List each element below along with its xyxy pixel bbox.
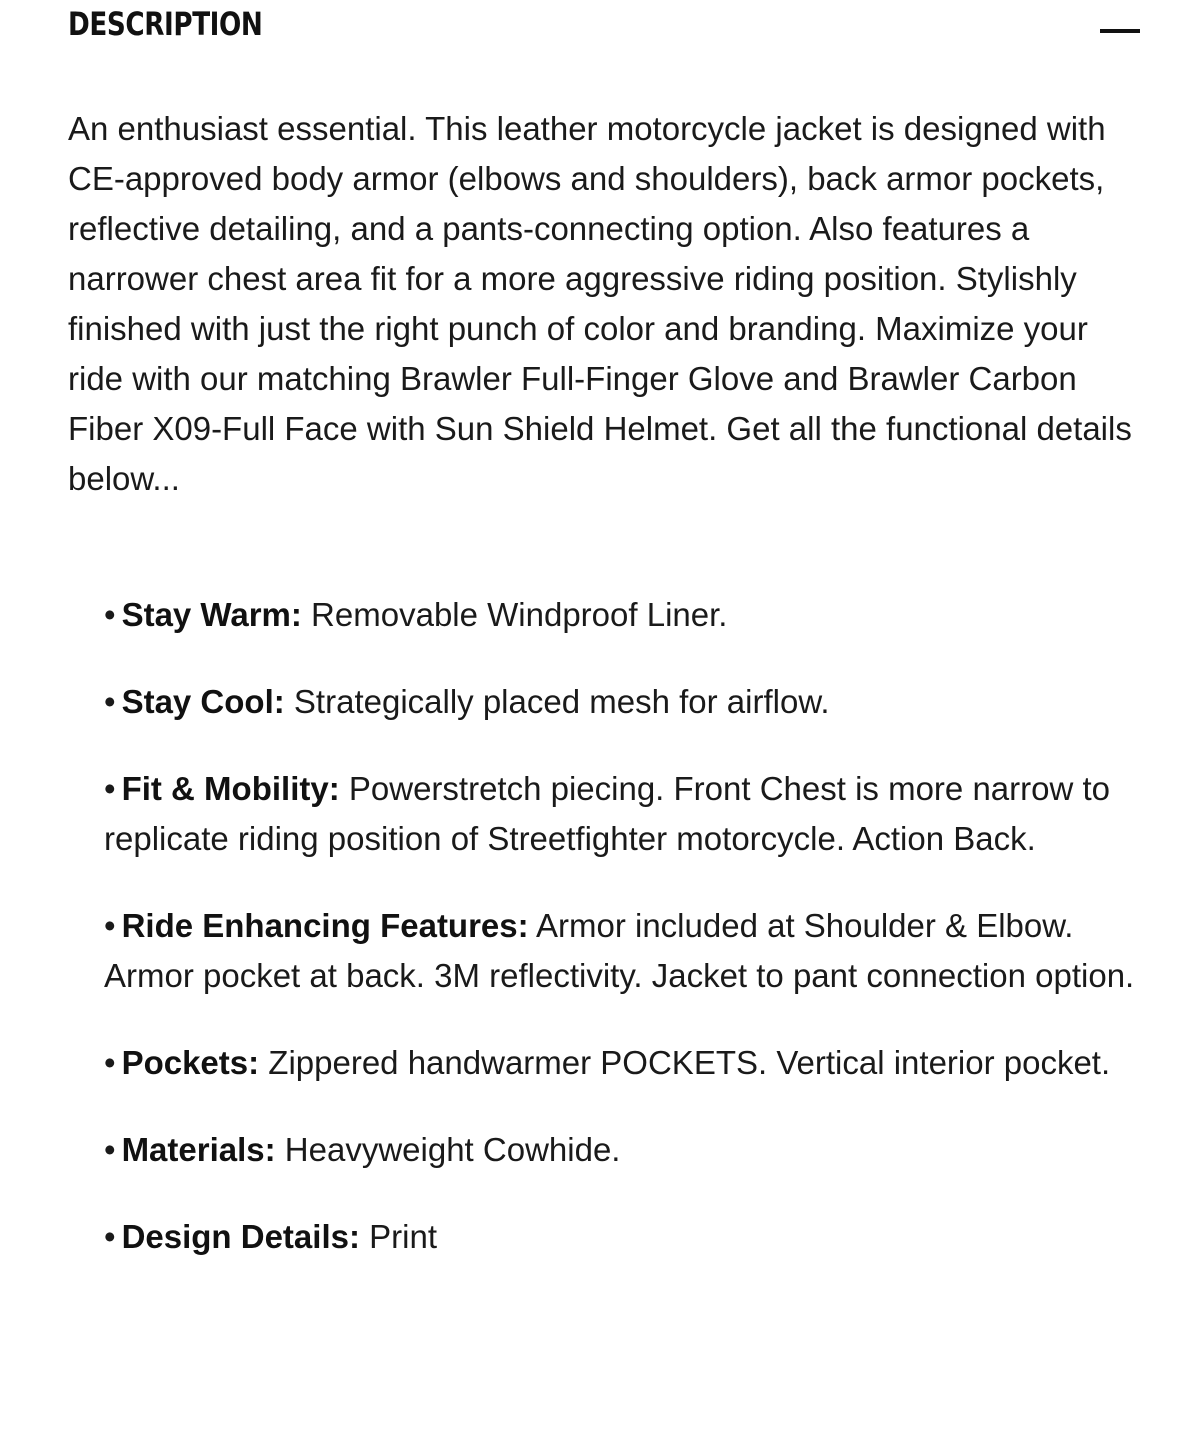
bullet: •: [104, 1218, 116, 1255]
bullet: •: [104, 1044, 116, 1081]
feature-label: Ride Enhancing Features:: [121, 907, 529, 944]
feature-item-stay-cool: [104, 677, 1144, 727]
minus-icon[interactable]: [1100, 29, 1140, 33]
feature-text: Armor included at Shoulder & Elbow. Armor pocket at back. 3M reflectivity. Jacket to pant connection option.: [104, 907, 1135, 994]
section-title: DESCRIPTION: [68, 5, 263, 43]
feature-item-materials: [104, 1125, 1144, 1175]
feature-item-stay-warm: [104, 590, 1144, 640]
feature-label: Pockets:: [121, 1044, 260, 1081]
feature-text: Strategically placed mesh for airflow.: [284, 683, 830, 720]
feature-list: [104, 590, 1144, 1299]
feature-text: Print: [359, 1218, 437, 1255]
feature-item-design-details: [104, 1212, 1144, 1262]
description-accordion-header[interactable]: [68, 0, 1140, 52]
description-intro: An enthusiast essential. This leather motorcycle jacket is designed with CE-approved body armor (elbows and shoulders), back armor pockets, reflective detailing, and a pants-connecting option. Also features a narrower chest area fit for a more aggressive riding position. Stylishly finished with just the right punch of color and branding. Maximize your ride with our matching Brawler Full-Finger Glove and Brawler Carbon Fiber X09-Full Face with Sun Shield Helmet. Get all the functional details below...: [68, 110, 1132, 497]
feature-label: Fit & Mobility:: [121, 770, 340, 807]
feature-item-ride-enhancing: [104, 901, 1144, 1001]
bullet: •: [104, 683, 116, 720]
bullet: •: [104, 1131, 116, 1168]
feature-label: Stay Cool:: [121, 683, 285, 720]
feature-text: Powerstretch piecing. Front Chest is more narrow to replicate riding position of Streetfighter motorcycle. Action Back.: [104, 770, 1110, 857]
feature-label: Stay Warm:: [121, 596, 302, 633]
feature-text: Heavyweight Cowhide.: [275, 1131, 621, 1168]
bullet: •: [104, 596, 116, 633]
feature-text: Removable Windproof Liner.: [301, 596, 728, 633]
feature-label: Design Details:: [121, 1218, 360, 1255]
bullet: •: [104, 770, 116, 807]
feature-item-pockets: [104, 1038, 1144, 1088]
bullet: •: [104, 907, 116, 944]
feature-label: Materials:: [121, 1131, 276, 1168]
feature-text: Zippered handwarmer POCKETS. Vertical interior pocket.: [259, 1044, 1111, 1081]
feature-item-fit-mobility: [104, 764, 1144, 864]
